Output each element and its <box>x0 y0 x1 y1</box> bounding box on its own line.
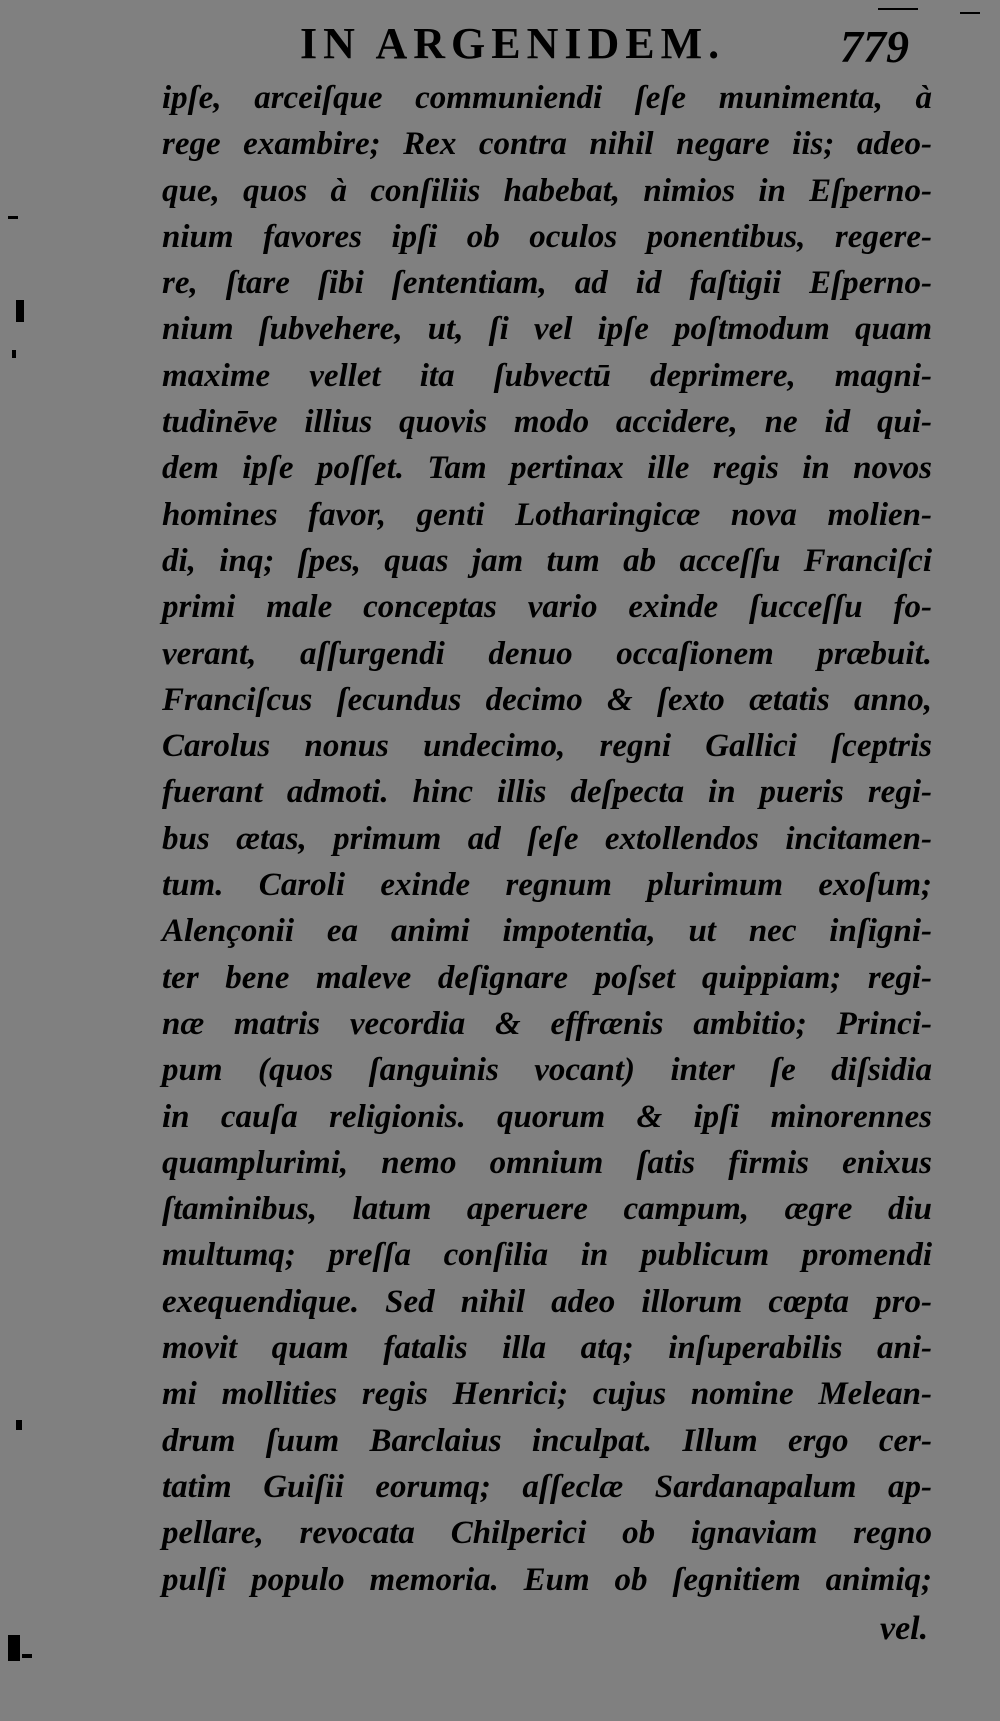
text-line: verant, aſſurgendi denuo occaſionem præbuit. <box>162 635 932 672</box>
catchword: vel. <box>880 1610 929 1647</box>
text-line: que, quos à conſiliis habebat, nimios in Eſperno- <box>162 172 932 209</box>
text-line: ter bene maleve deſignare poſset quippiam; regi- <box>162 959 932 996</box>
page-number: 779 <box>840 21 909 72</box>
text-line: in cauſa religionis. quorum & ipſi minorennes <box>162 1098 932 1135</box>
text-line: exequendique. Sed nihil adeo illorum cœpta pro- <box>162 1283 932 1320</box>
text-line: tum. Caroli exinde regnum plurimum exoſum; <box>162 867 932 904</box>
text-line: rege exambire; Rex contra nihil negare iis; adeo- <box>162 126 932 163</box>
text-line: Carolus nonus undecimo, regni Gallici ſceptris <box>162 728 932 765</box>
margin-speck <box>8 216 18 219</box>
text-line: quamplurimi, nemo omnium ſatis firmis enixus <box>162 1144 932 1181</box>
margin-speck <box>878 8 918 10</box>
text-line: drum ſuum Barclaius inculpat. Illum ergo cer- <box>162 1422 932 1459</box>
text-line: re, ſtare ſibi ſententiam, ad id faſtigii Eſperno- <box>162 265 932 302</box>
text-line: nium favores ipſi ob oculos ponentibus, regere- <box>162 218 932 255</box>
body-text <box>162 75 932 1603</box>
margin-speck <box>12 350 16 358</box>
text-line: ſtaminibus, latum aperuere campum, ægre diu <box>162 1191 932 1228</box>
margin-speck <box>16 300 24 322</box>
text-line: Alençonii ea animi impotentia, ut nec inſigni- <box>162 913 932 950</box>
text-line: movit quam fatalis illa atq; inſuperabilis ani- <box>162 1330 932 1367</box>
running-title: IN ARGENIDEM. <box>300 19 726 68</box>
text-line: bus ætas, primum ad ſeſe extollendos incitamen- <box>162 820 932 857</box>
text-line: Franciſcus ſecundus decimo & ſexto ætatis anno, <box>162 681 932 718</box>
text-line: pellare, revocata Chilperici ob ignaviam regno <box>162 1515 932 1552</box>
text-line: ipſe, arceiſque communiendi ſeſe munimenta, à <box>162 80 932 116</box>
text-line: pum (quos ſanguinis vocant) inter ſe diſsidia <box>162 1052 932 1089</box>
text-line: tatim Guiſii eorumq; aſſeclæ Sardanapalum ap- <box>162 1468 932 1505</box>
text-line: dem ipſe poſſet. Tam pertinax ille regis in novos <box>162 450 932 487</box>
text-line: multumq; preſſa conſilia in publicum promendi <box>162 1237 932 1274</box>
text-line: fuerant admoti. hinc illis deſpecta in pueris regi- <box>162 774 932 811</box>
text-line: di, inq; ſpes, quas jam tum ab acceſſu Franciſci <box>162 542 932 579</box>
text-line: pulſi populo memoria. Eum ob ſegnitiem animiq; <box>162 1561 932 1598</box>
text-line: mi mollities regis Henrici; cujus nomine Melean- <box>162 1376 932 1413</box>
text-line: homines favor, genti Lotharingicæ nova molien- <box>162 496 932 533</box>
text-line: tudinēve illius quovis modo accidere, ne id qui- <box>162 404 932 441</box>
text-line: primi male conceptas vario exinde ſucceſſu fo- <box>162 589 932 626</box>
margin-speck <box>960 12 980 14</box>
text-line: maxime vellet ita ſubvectū deprimere, magni- <box>162 357 932 394</box>
text-line: næ matris vecordia & effrænis ambitio; Princi- <box>162 1005 932 1042</box>
margin-speck <box>16 1420 22 1430</box>
text-line: nium ſubvehere, ut, ſi vel ipſe poſtmodum quam <box>162 311 932 348</box>
margin-speck <box>22 1654 32 1658</box>
margin-speck <box>8 1635 20 1661</box>
